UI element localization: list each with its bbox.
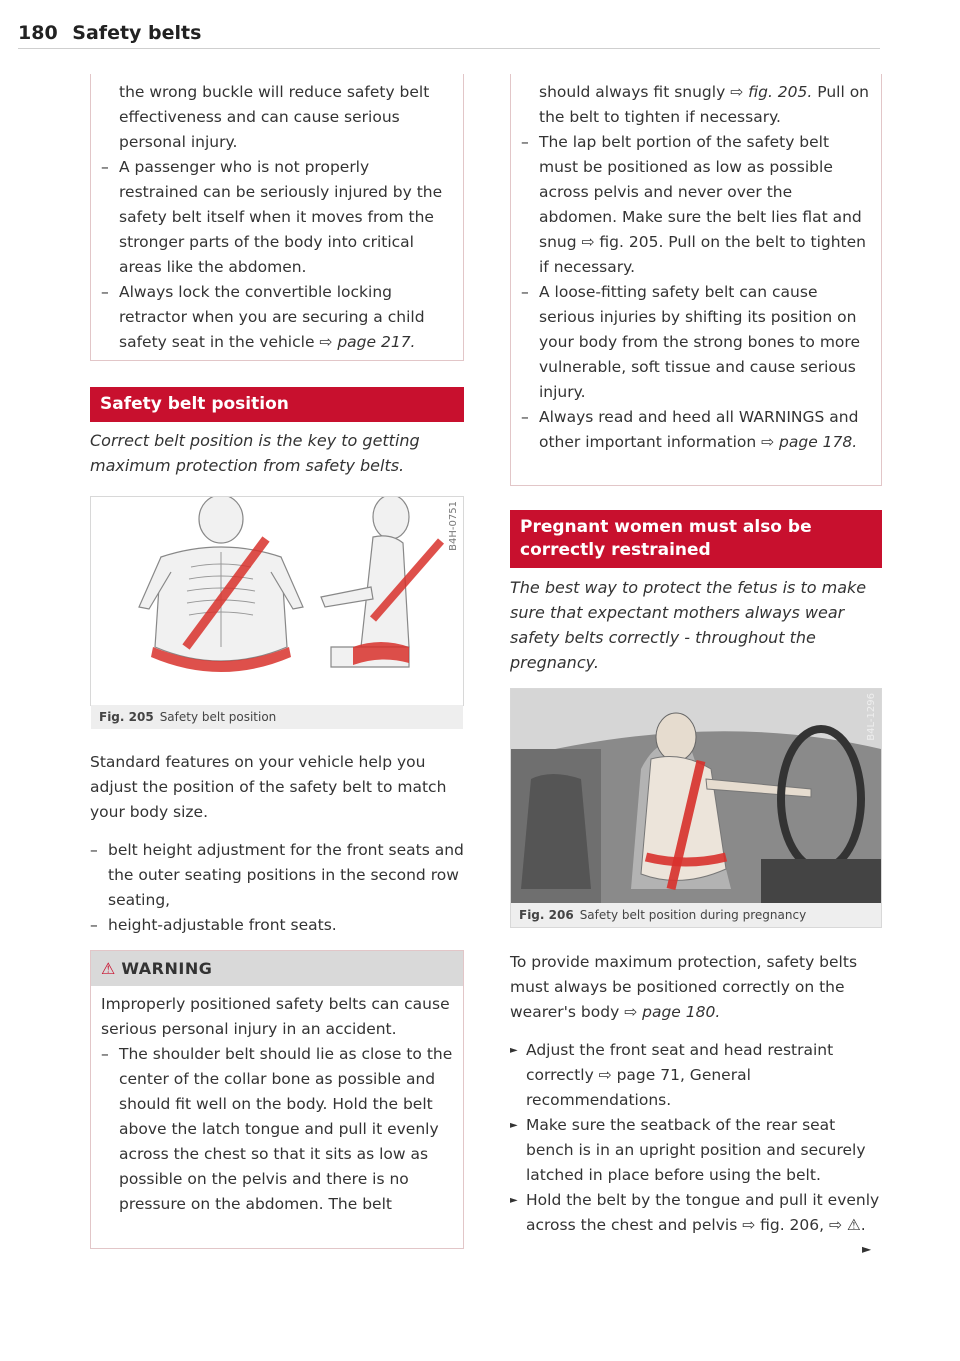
paragraph: To provide maximum protection, safety belts must always be positioned correctly on the wearer's body ⇨ page 180. xyxy=(510,953,858,1021)
continued-text: should always fit snugly ⇨ fig. 205. Pull on the belt to tighten if necessary. xyxy=(539,83,869,126)
figure-code: B4L-1296 xyxy=(866,693,877,741)
warning-header: ⚠ WARNING xyxy=(91,951,463,986)
figure-caption: Fig. 206 Safety belt position during pregnancy xyxy=(511,903,881,927)
safety-belt-position-illustration xyxy=(91,497,463,677)
page-header xyxy=(18,22,201,44)
page-reference-link[interactable]: ⇨ page 217. xyxy=(319,333,416,351)
pregnancy-belt-illustration xyxy=(511,689,881,903)
warning-continuation-box-right xyxy=(510,74,882,486)
figure-label: Fig. 206 xyxy=(519,908,574,922)
section-heading-pregnant-women: Pregnant women must also be correctly restrained xyxy=(510,510,882,568)
figure-205 xyxy=(90,496,464,724)
page-title: Safety belts xyxy=(72,22,202,44)
header-divider xyxy=(18,48,880,49)
paragraph: Standard features on your vehicle help you adjust the position of the safety belt to match your body size. xyxy=(90,753,447,821)
figure-caption: Fig. 205 Safety belt position xyxy=(91,705,463,729)
figure-reference-link[interactable]: ⇨ fig. 205. xyxy=(730,83,813,101)
list-item: – The lap belt portion of the safety belt must be positioned as low as possible across pelvis and never over the abdomen. Make sure the belt lies flat and snug ⇨ fig. 205. Pull on the belt to tighten if necessary. xyxy=(521,130,871,280)
section-heading-belt-position: Safety belt position xyxy=(90,387,464,422)
list-item: ► Make sure the seatback of the rear seat bench is in an upright position and securely latched in place before using the belt. xyxy=(510,1113,882,1188)
warning-box xyxy=(90,950,464,1249)
figure-label: Fig. 205 xyxy=(99,710,154,724)
next-page-arrow-icon: ► xyxy=(862,1242,872,1256)
continued-text: the wrong buckle will reduce safety belt effectiveness and can cause serious personal injury. xyxy=(119,83,430,151)
figure-206 xyxy=(510,688,882,928)
warning-continuation-box xyxy=(90,74,464,361)
warning-text: Improperly positioned safety belts can cause serious personal injury in an accident. xyxy=(101,995,450,1038)
list-item: – Always read and heed all WARNINGS and other important information ⇨ page 178. xyxy=(521,405,871,455)
list-item: – Always lock the convertible locking retractor when you are securing a child safety seat in the vehicle ⇨ page 217. xyxy=(101,280,453,355)
figure-code: B4H-0751 xyxy=(448,501,459,551)
instruction-steps xyxy=(510,1038,882,1238)
list-item: ► Hold the belt by the tongue and pull it evenly across the chest and pelvis ⇨ fig. 206, ⇨ ⚠. xyxy=(510,1188,882,1238)
list-item: ► Adjust the front seat and head restraint correctly ⇨ page 71, General recommendations. xyxy=(510,1038,882,1113)
list-item: – A passenger who is not properly restrained can be seriously injured by the safety belt itself when it moves from the stronger parts of the body into critical areas like the abdomen. xyxy=(101,155,453,280)
section-intro: The best way to protect the fetus is to make sure that expectant mothers always wear safety belts correctly - throughout the pregnancy. xyxy=(510,578,867,672)
warning-triangle-icon: ⚠ xyxy=(101,959,116,978)
list-item: – A loose-fitting safety belt can cause serious injuries by shifting its position on your body from the strong bones to more vulnerable, soft tissue and cause serious injury. xyxy=(521,280,871,405)
section-intro: Correct belt position is the key to getting maximum protection from safety belts. xyxy=(90,431,420,475)
page-number: 180 xyxy=(18,22,58,44)
list-item: – height-adjustable front seats. xyxy=(90,913,464,938)
page-reference-link[interactable]: ⇨ page 178. xyxy=(761,433,858,451)
feature-list xyxy=(90,838,464,938)
list-item: – The shoulder belt should lie as close to the center of the collar bone as possible and should fit well on the body. Hold the belt above the latch tongue and pull it evenly across the chest so that it sits as low as possible on the pelvis and there is no pressure on the abdomen. The belt xyxy=(101,1042,453,1217)
list-item: – belt height adjustment for the front seats and the outer seating positions in the second row seating, xyxy=(90,838,464,913)
page-reference-link[interactable]: ⇨ page 180. xyxy=(624,1003,721,1021)
